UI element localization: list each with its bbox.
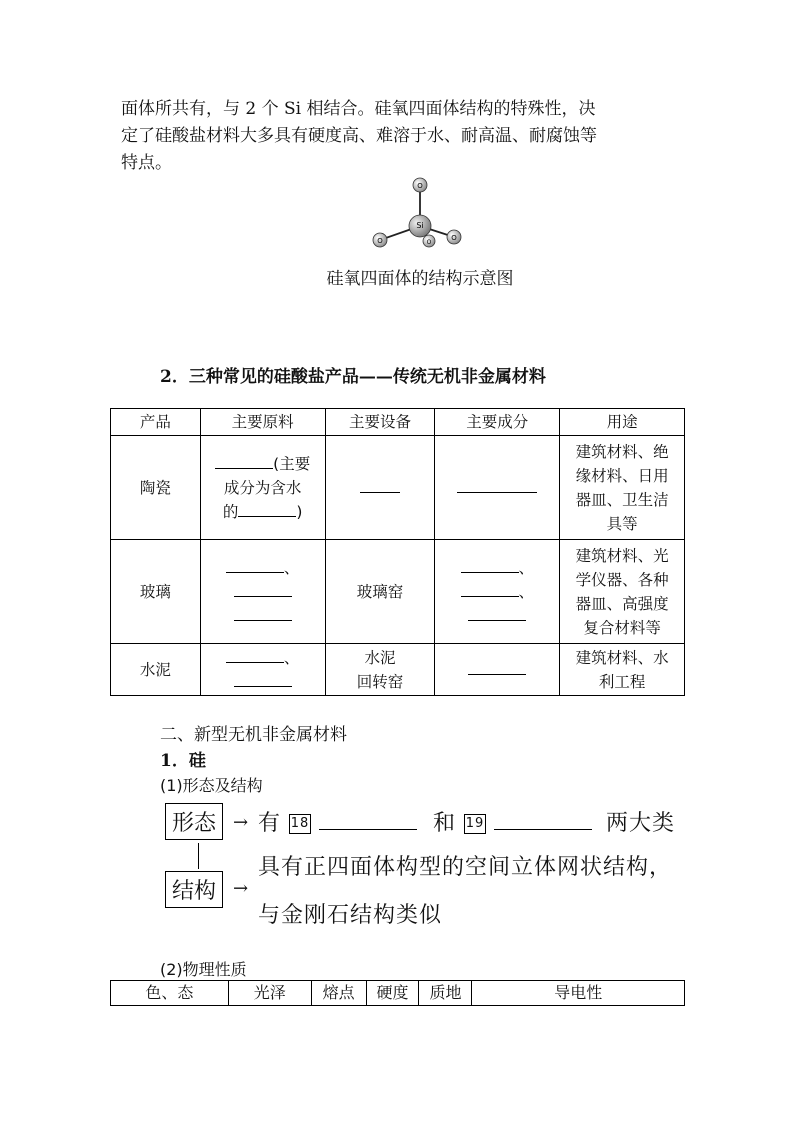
component-cell	[435, 436, 560, 540]
cell-text: 、	[518, 582, 535, 601]
answer-blank[interactable]	[319, 809, 417, 830]
answer-blank[interactable]	[494, 809, 592, 830]
column-header: 主要成分	[435, 409, 560, 436]
silicate-products-table	[110, 408, 685, 696]
answer-blank[interactable]	[457, 476, 537, 493]
answer-blank[interactable]	[468, 604, 526, 621]
cell-text: 器皿、高强度	[575, 594, 669, 613]
subsection-heading: (1)形态及结构	[160, 776, 263, 795]
sio4-tetrahedron-figure	[365, 176, 475, 256]
subsection-heading: 1．硅	[160, 751, 206, 771]
answer-blank[interactable]	[215, 452, 273, 469]
atom-label-si: Si	[416, 221, 424, 230]
raw-material-cell	[200, 436, 325, 540]
column-header: 光泽	[228, 981, 311, 1006]
answer-blank[interactable]	[226, 646, 284, 663]
cell-text: 、	[518, 558, 535, 577]
atom-label-o: O	[451, 234, 457, 242]
column-header: 硬度	[366, 981, 419, 1006]
raw-material-cell	[200, 644, 325, 696]
answer-blank[interactable]	[461, 580, 519, 597]
table-row	[111, 540, 685, 644]
answer-blank[interactable]	[238, 500, 296, 517]
form-label-box: 形态	[165, 803, 223, 840]
cell-text: 成分为含水	[223, 478, 302, 497]
table-row	[111, 436, 685, 540]
cell-text: 的	[222, 502, 239, 521]
cell-text: 复合材料等	[583, 618, 661, 637]
column-header: 用途	[560, 409, 685, 436]
table-row	[111, 644, 685, 696]
cell-text: 回转窑	[356, 672, 404, 691]
table-header-row	[111, 409, 685, 436]
equipment-cell: 玻璃窑	[325, 540, 435, 644]
use-cell	[560, 540, 685, 644]
product-name: 水泥	[111, 644, 201, 696]
arrow-right-icon: →	[233, 812, 249, 833]
column-header: 色、态	[111, 981, 229, 1006]
intro-line: 定了硅酸盐材料大多具有硬度高、难溶于水、耐高温、耐腐蚀等	[121, 126, 597, 146]
column-header: 产品	[111, 409, 201, 436]
column-header: 主要原料	[200, 409, 325, 436]
answer-blank[interactable]	[461, 556, 519, 573]
answer-blank[interactable]	[234, 670, 292, 687]
subsection-heading: (2)物理性质	[160, 960, 247, 979]
component-cell	[435, 540, 560, 644]
atom-label-o: O	[417, 182, 423, 190]
answer-blank[interactable]	[360, 476, 400, 493]
arrow-right-icon: →	[233, 878, 249, 899]
use-cell	[560, 436, 685, 540]
column-header: 熔点	[311, 981, 366, 1006]
answer-blank[interactable]	[234, 604, 292, 621]
cell-text: 、	[283, 648, 300, 667]
cell-text: 缘材料、日用	[575, 466, 669, 485]
cell-text: 建筑材料、绝	[575, 442, 669, 461]
figure-caption: 硅氧四面体的结构示意图	[326, 269, 514, 289]
intro-paragraph	[121, 96, 681, 177]
structure-description: 具有正四面体构型的空间立体网状结构，	[258, 855, 673, 880]
cell-text: 、	[283, 558, 300, 577]
answer-blank[interactable]	[226, 556, 284, 573]
raw-material-cell	[200, 540, 325, 644]
cell-text: 水泥	[364, 648, 396, 667]
product-name: 陶瓷	[111, 436, 201, 540]
blank-number-badge: 19	[464, 814, 486, 834]
answer-blank[interactable]	[468, 658, 526, 675]
use-cell	[560, 644, 685, 696]
product-name: 玻璃	[111, 540, 201, 644]
intro-line: 特点。	[121, 153, 172, 173]
component-cell	[435, 644, 560, 696]
cell-text: )	[296, 502, 303, 521]
intro-line: 面体所共有，与 2 个 Si 相结合。硅氧四面体结构的特殊性，决	[121, 99, 596, 119]
section-heading: 二、新型无机非金属材料	[160, 725, 347, 745]
cell-text: 学仪器、各种	[575, 570, 669, 589]
equipment-cell	[325, 436, 435, 540]
cell-text: 器皿、卫生洁	[575, 490, 669, 509]
column-header: 质地	[419, 981, 472, 1006]
atom-label-o: O	[377, 237, 383, 245]
text-fragment: 有	[258, 811, 282, 836]
cell-text: 建筑材料、水	[575, 648, 669, 667]
equipment-cell	[325, 644, 435, 696]
structure-description: 与金刚石结构类似	[258, 903, 443, 928]
cell-text: 具等	[606, 514, 638, 533]
text-fragment: 两大类	[606, 811, 676, 836]
cell-text: 利工程	[598, 672, 646, 691]
cell-text: 建筑材料、光	[575, 546, 669, 565]
form-description	[258, 806, 675, 837]
column-header: 导电性	[472, 981, 685, 1006]
cell-text: (主要	[273, 454, 311, 473]
atom-label-o: O	[426, 239, 432, 246]
structure-label-box: 结构	[165, 871, 223, 908]
answer-blank[interactable]	[234, 580, 292, 597]
table-header-row	[111, 981, 685, 1006]
text-fragment: 和	[433, 811, 457, 836]
column-header: 主要设备	[325, 409, 435, 436]
blank-number-badge: 18	[289, 814, 311, 834]
connector-line	[198, 843, 199, 869]
physical-properties-table	[110, 980, 685, 1006]
section-heading: 2．三种常见的硅酸盐产品——传统无机非金属材料	[160, 367, 546, 387]
